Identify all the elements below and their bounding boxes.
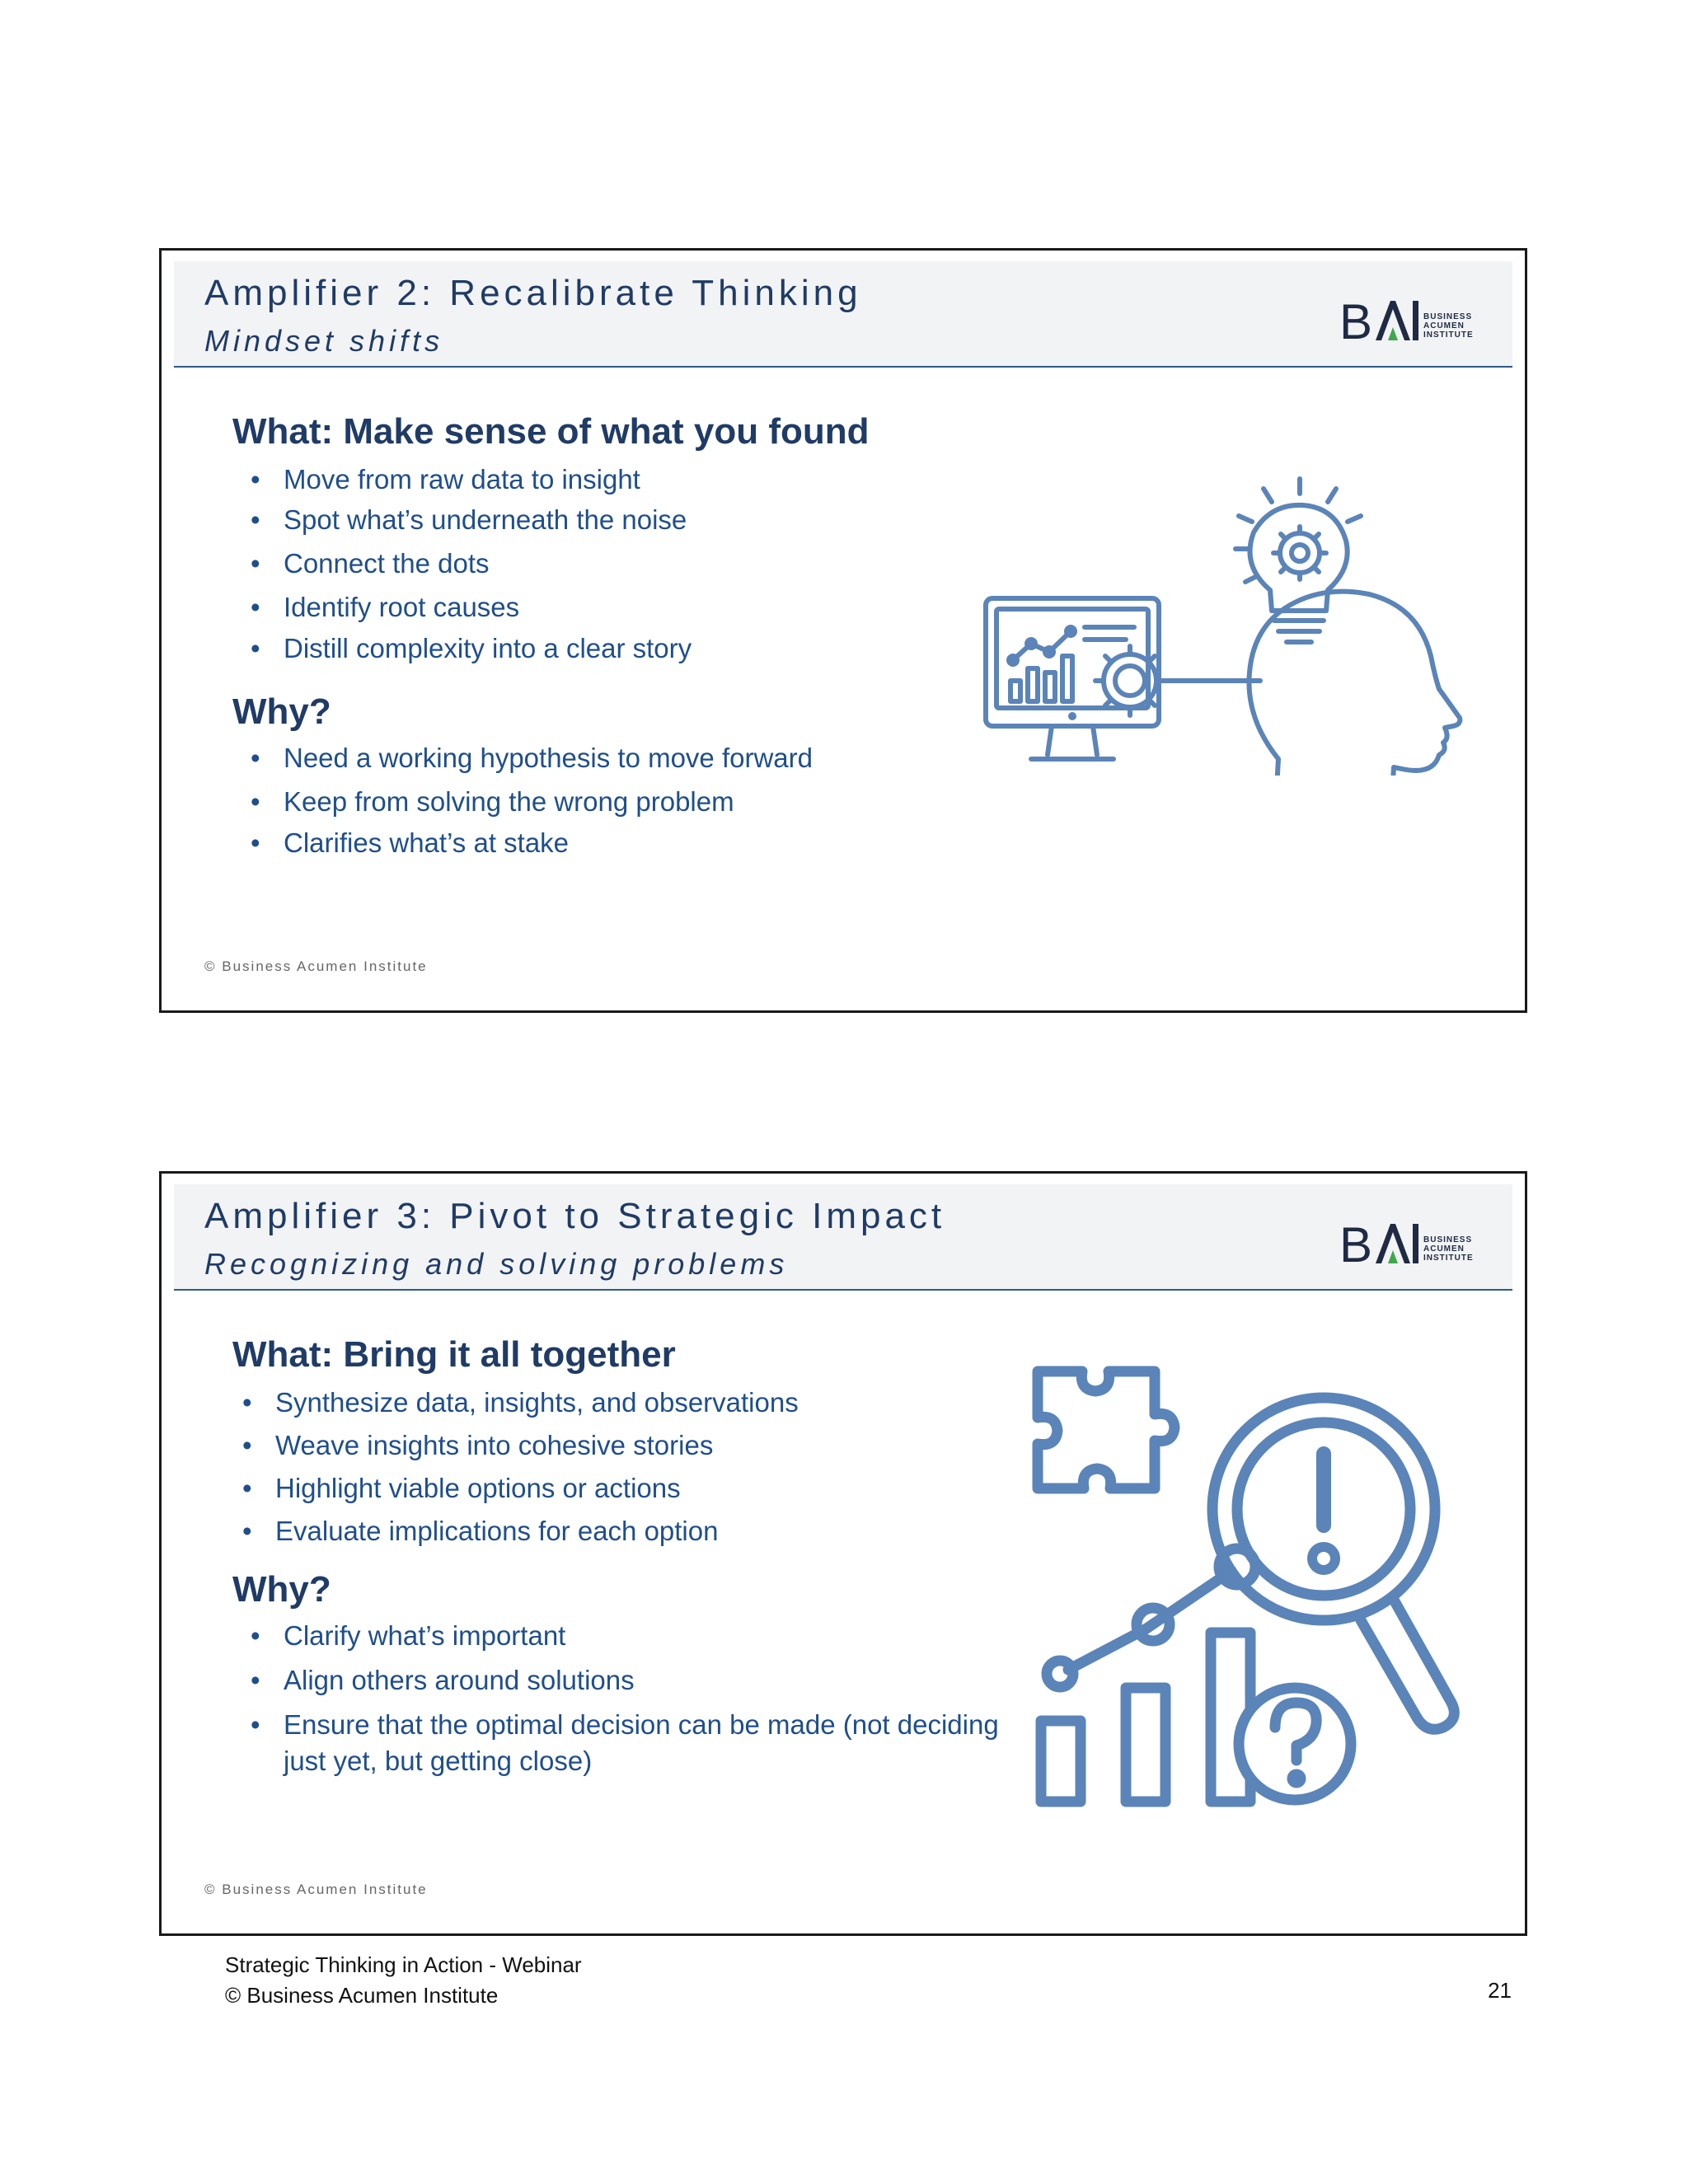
lightbulb-icon xyxy=(1236,479,1361,642)
logo-mark-i xyxy=(1413,1224,1418,1263)
logo-mark-b: B xyxy=(1339,1217,1373,1270)
monitor-gear-head-lightbulb-icon xyxy=(973,471,1468,776)
why-bullet: • Ensure that the optimal decision can be made (not deciding xyxy=(284,1709,999,1741)
chart-bar-icon xyxy=(1041,1721,1081,1802)
slide-content xyxy=(174,1291,1512,1923)
slide-copyright: © Business Acumen Institute xyxy=(204,958,428,974)
slide-frame xyxy=(174,261,1512,1000)
page-number: 21 xyxy=(1488,1978,1512,2003)
what-bullet: • Weave insights into cohesive stories xyxy=(275,1430,799,1461)
logo-mark-triangle xyxy=(1388,1250,1398,1263)
slide-content xyxy=(174,368,1512,1000)
slide-frame xyxy=(174,1184,1512,1923)
bai-logo xyxy=(1339,294,1488,347)
footer-webinar-title: Strategic Thinking in Action - Webinar xyxy=(225,1952,582,1977)
logo-line-1: BUSINESS xyxy=(1423,312,1473,321)
what-bullet: • Evaluate implications for each option xyxy=(275,1516,799,1547)
bai-logo xyxy=(1339,1217,1488,1270)
why-bullet: • Align others around solutions xyxy=(284,1665,999,1696)
slide-header xyxy=(174,1184,1512,1291)
what-bullet: • Connect the dots xyxy=(284,548,692,579)
what-bullet: • Spot what’s underneath the noise xyxy=(284,504,692,536)
logo-mark-triangle xyxy=(1388,327,1398,340)
why-bullet: • Clarifies what’s at stake xyxy=(284,827,813,859)
puzzle-magnifier-chart-icon xyxy=(1031,1365,1468,1810)
why-bullet-continuation: just yet, but getting close) xyxy=(284,1746,593,1776)
what-bullet: • Move from raw data to insight xyxy=(284,464,692,495)
chart-bar-icon xyxy=(1126,1688,1165,1802)
slide-copyright: © Business Acumen Institute xyxy=(204,1882,428,1897)
why-heading: Why? xyxy=(232,1569,331,1610)
what-bullet-list xyxy=(284,464,692,664)
slide-subtitle: Recognizing and solving problems xyxy=(204,1247,789,1281)
slide-title: Amplifier 2: Recalibrate Thinking xyxy=(204,273,862,313)
logo-line-2: ACUMEN xyxy=(1423,321,1465,330)
what-bullet: • Highlight viable options or actions xyxy=(275,1473,799,1504)
what-heading: What: Make sense of what you found xyxy=(232,411,870,452)
why-bullet: • Need a working hypothesis to move forward xyxy=(284,743,813,774)
slide-title: Amplifier 3: Pivot to Strategic Impact xyxy=(204,1196,946,1236)
logo-line-2: ACUMEN xyxy=(1423,1244,1465,1254)
logo-mark-i xyxy=(1413,301,1418,340)
slide-subtitle: Mindset shifts xyxy=(204,324,444,358)
logo-mark-b: B xyxy=(1339,294,1373,347)
why-bullet-list xyxy=(284,743,813,859)
why-heading: Why? xyxy=(232,691,331,732)
logo-line-3: INSTITUTE xyxy=(1423,1254,1474,1263)
what-bullet: • Synthesize data, insights, and observations xyxy=(275,1387,799,1418)
what-bullet: • Distill complexity into a clear story xyxy=(284,633,692,664)
slide-amplifier-2 xyxy=(159,248,1527,1013)
footer-copyright: © Business Acumen Institute xyxy=(225,1983,499,2008)
page-footer xyxy=(225,1950,582,2011)
logo-line-3: INSTITUTE xyxy=(1423,330,1474,340)
why-bullet: • Clarify what’s important xyxy=(284,1620,999,1652)
slide-header xyxy=(174,261,1512,368)
why-bullet: • Keep from solving the wrong problem xyxy=(284,786,813,818)
gear-icon xyxy=(1095,646,1165,715)
puzzle-piece-icon xyxy=(1038,1371,1175,1488)
why-bullet-list xyxy=(284,1620,999,1777)
what-bullet: • Identify root causes xyxy=(284,592,692,623)
what-heading: What: Bring it all together xyxy=(232,1334,676,1375)
what-bullet-list xyxy=(275,1387,799,1547)
slide-amplifier-3 xyxy=(159,1171,1527,1936)
logo-line-1: BUSINESS xyxy=(1423,1235,1473,1244)
